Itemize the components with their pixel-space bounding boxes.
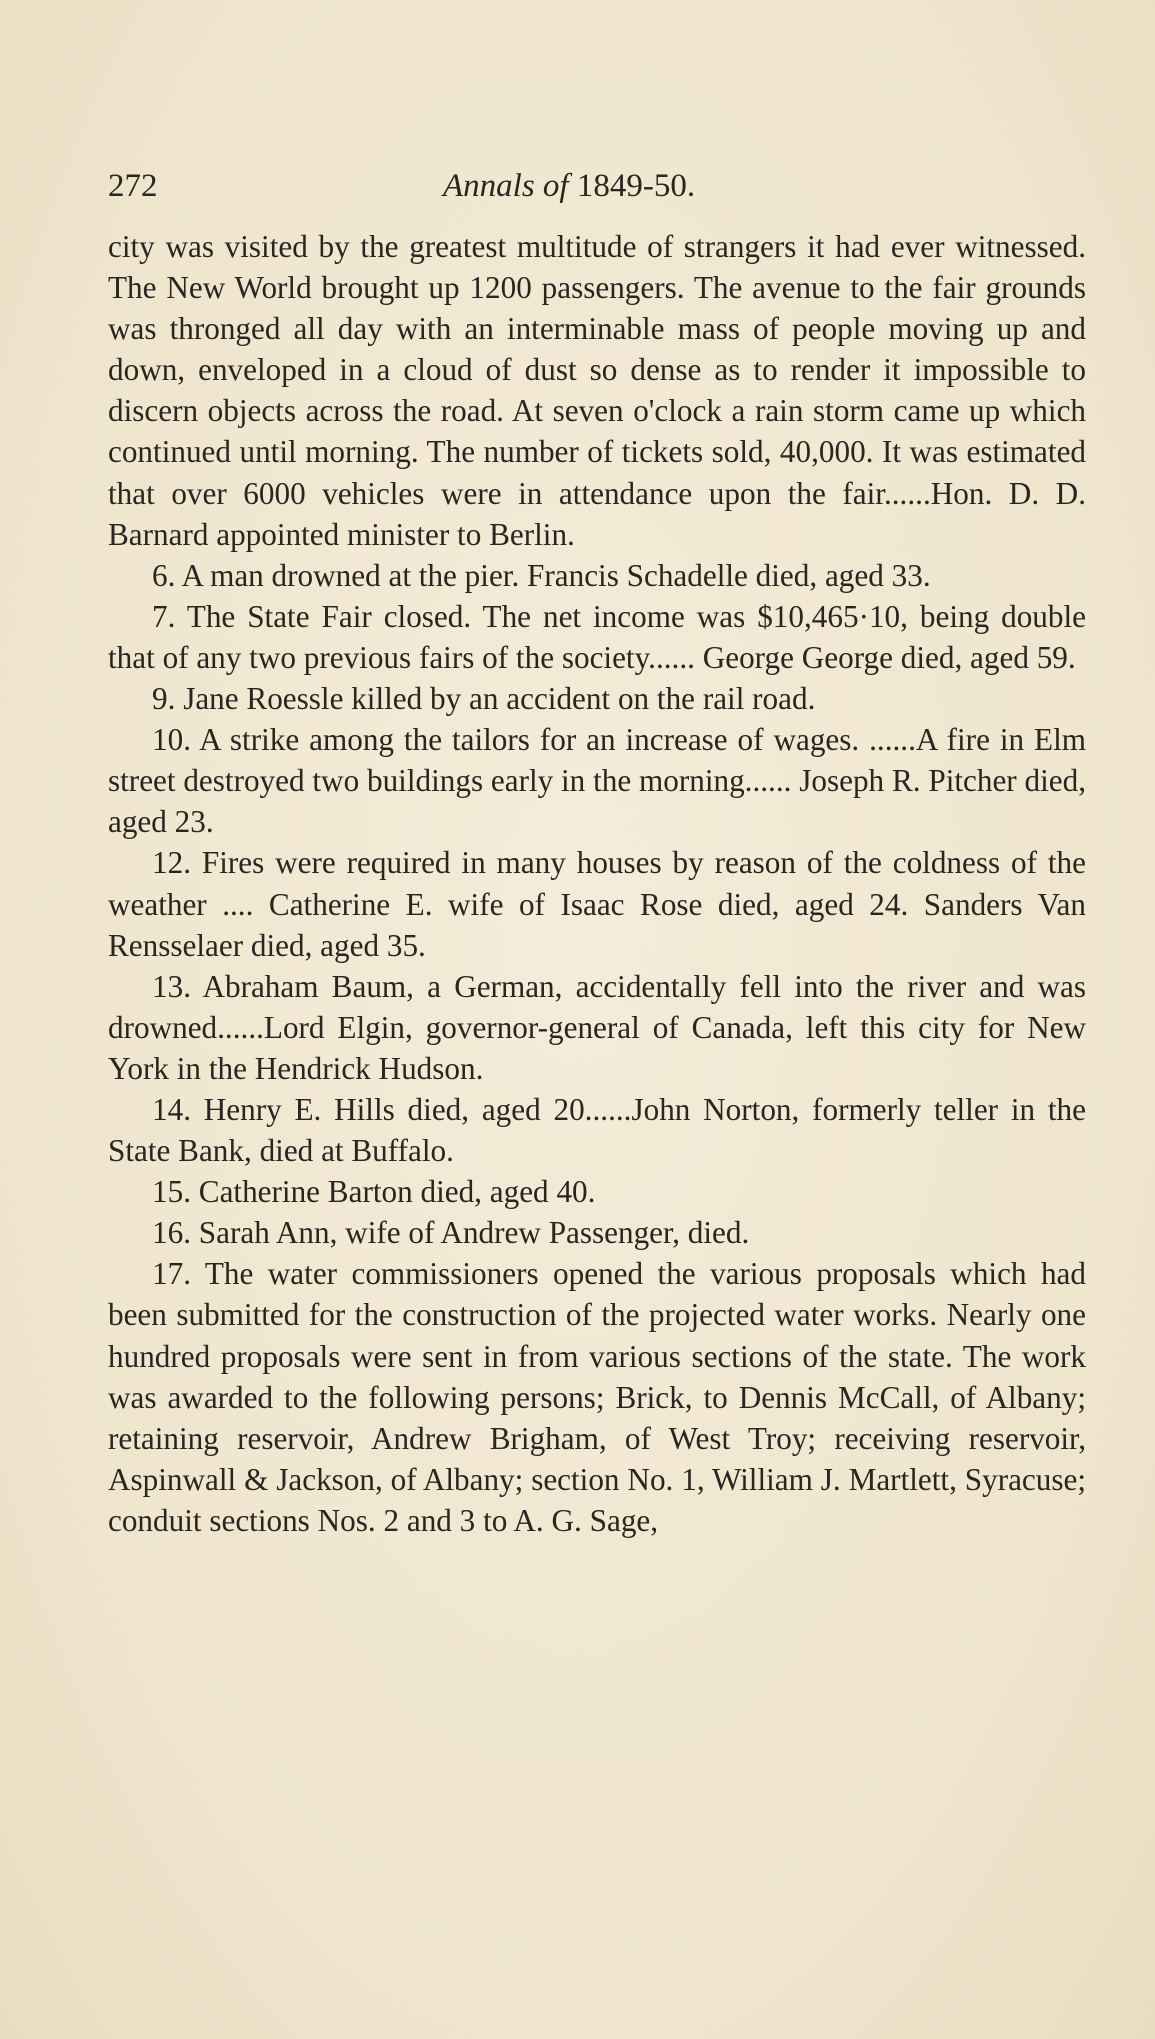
running-title-italic: Annals of — [443, 168, 569, 204]
running-head — [108, 168, 1063, 212]
entry-17: 17. The water commissioners opened the various proposals which had been submitted for the construction of the projected water works. Nearly one hundred proposals were sent in from various sections of the state. The work was awarded to the following persons; Brick, to Dennis McCall, of Albany; retaining reservoir, Andrew Brigham, of West Troy; receiving reservoir, Aspinwall & Jackson, of Albany; section No. 1, William J. Martlett, Syracuse; conduit sections Nos. 2 and 3 to A. G. Sage, — [108, 1256, 1086, 1538]
body-text — [108, 226, 1086, 1541]
entry-14: 14. Henry E. Hills died, aged 20......John Norton, formerly teller in the State Bank, died at Buffalo. — [108, 1091, 1086, 1169]
entry-10: 10. A strike among the tailors for an increase of wages. ......A fire in Elm street destroyed two buildings early in the morning...... Joseph R. Pitcher died, aged 23. — [108, 722, 1086, 840]
running-title — [443, 168, 695, 205]
entry-7: 7. The State Fair closed. The net income was $10,465·10, being double that of any two previous fairs of the society...... George George died, aged 59. — [108, 598, 1086, 675]
entry-9: 9. Jane Roessle killed by an accident on the rail road. — [152, 681, 816, 717]
entry-13: 13. Abraham Baum, a German, accidentally fell into the river and was drowned......Lord Elgin, governor-general of Canada, left this city for New York in the Hendrick Hudson. — [108, 968, 1086, 1086]
entry-6: 6. A man drowned at the pier. Francis Schadelle died, aged 33. — [152, 557, 931, 593]
show-through-text — [250, 120, 850, 160]
running-title-year: 1849-50. — [576, 168, 696, 204]
entry-16: 16. Sarah Ann, wife of Andrew Passenger, died. — [152, 1215, 750, 1251]
entry-15: 15. Catherine Barton died, aged 40. — [152, 1174, 596, 1210]
paragraph-continued: city was visited by the greatest multitude of strangers it had ever witnessed. The New World brought up 1200 passengers. The avenue to the fair grounds was thronged all day with an interminable mass of people moving up and down, enveloped in a cloud of dust so dense as to render it impossible to discern objects across the road. At seven o'clock a rain storm came up which continued until morning. The number of tickets sold, 40,000. It was estimated that over 6000 vehicles were in attendance upon the fair......Hon. D. D. Barnard appointed minister to Berlin. — [108, 229, 1086, 552]
entry-12: 12. Fires were required in many houses by reason of the coldness of the weather .... Catherine E. wife of Isaac Rose died, aged 24. Sanders Van Rensselaer died, aged 35. — [108, 845, 1086, 963]
page-number: 272 — [108, 168, 158, 204]
